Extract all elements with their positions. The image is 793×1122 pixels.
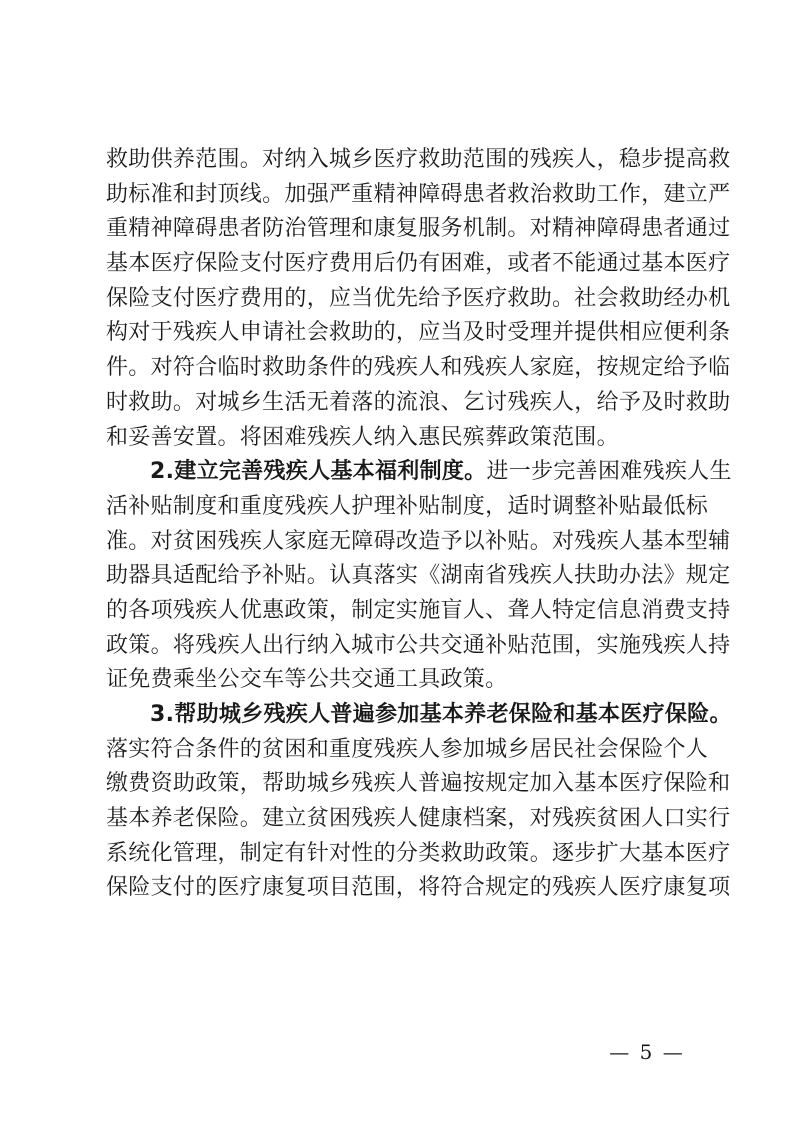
- paragraph1-line: 和妥善安置。将困难残疾人纳入惠民殡葬政策范围。: [106, 424, 619, 450]
- paragraph2-line: 活补贴制度和重度残疾人护理补贴制度，适时调整补贴最低标: [106, 493, 709, 519]
- paragraph3-line: 缴费资助政策，帮助城乡残疾人普遍按规定加入基本医疗保险和: [106, 771, 731, 797]
- paragraph2-first-line-rest: 进一步完善困难残疾人生: [486, 459, 732, 485]
- page-number: — 5 —: [609, 1040, 685, 1064]
- paragraph3-first-line: [106, 698, 732, 733]
- paragraph2-line: 助器具适配给予补贴。认真落实《湖南省残疾人扶助办法》规定: [106, 563, 731, 589]
- paragraph1-line: 救助供养范围。对纳入城乡医疗救助范围的残疾人，稳步提高救: [106, 147, 731, 172]
- paragraph2-line: 证免费乘坐公交车等公共交通工具政策。: [106, 667, 508, 693]
- paragraph2-line: 准。对贫困残疾人家庭无障碍改造予以补贴。对残疾人基本型辅: [106, 528, 731, 554]
- paragraph1-line: 助标准和封顶线。加强严重精神障碍患者救治救助工作，建立严: [106, 181, 731, 207]
- paragraph2-first-line: [106, 455, 732, 490]
- paragraph3-line: 系统化管理，制定有针对性的分类救助政策。逐步扩大基本医疗: [106, 840, 731, 866]
- paragraph1-line: 基本医疗保险支付医疗费用后仍有困难，或者不能通过基本医疗: [106, 251, 731, 277]
- body-text: [106, 143, 732, 906]
- paragraph1-line: 保险支付医疗费用的，应当优先给予医疗救助。社会救助经办机: [106, 285, 731, 311]
- paragraph1-line: 构对于残疾人申请社会救助的，应当及时受理并提供相应便利条: [106, 320, 731, 346]
- paragraph3-line: 落实符合条件的贫困和重度残疾人参加城乡居民社会保险个人: [106, 736, 709, 762]
- paragraph3-line: 保险支付的医疗康复项目范围，将符合规定的残疾人医疗康复项: [106, 875, 731, 901]
- paragraph2-heading: 2.建立完善残疾人基本福利制度。: [150, 459, 487, 485]
- paragraph2-line: 政策。将残疾人出行纳入城市公共交通补贴范围，实施残疾人持: [106, 632, 731, 658]
- paragraph3-line: 基本养老保险。建立贫困残疾人健康档案，对残疾贫困人口实行: [106, 806, 731, 832]
- paragraph1-line: 时救助。对城乡生活无着落的流浪、乞讨残疾人，给予及时救助: [106, 389, 731, 415]
- paragraph1-line: 重精神障碍患者防治管理和康复服务机制。对精神障碍患者通过: [106, 216, 731, 242]
- paragraph2-line: 的各项残疾人优惠政策，制定实施盲人、聋人特定信息消费支持: [106, 597, 731, 623]
- paragraph1-line: 件。对符合临时救助条件的残疾人和残疾人家庭，按规定给予临: [106, 355, 731, 381]
- paragraph3-heading: 3.帮助城乡残疾人普遍参加基本养老保险和基本医疗保险。: [150, 702, 732, 727]
